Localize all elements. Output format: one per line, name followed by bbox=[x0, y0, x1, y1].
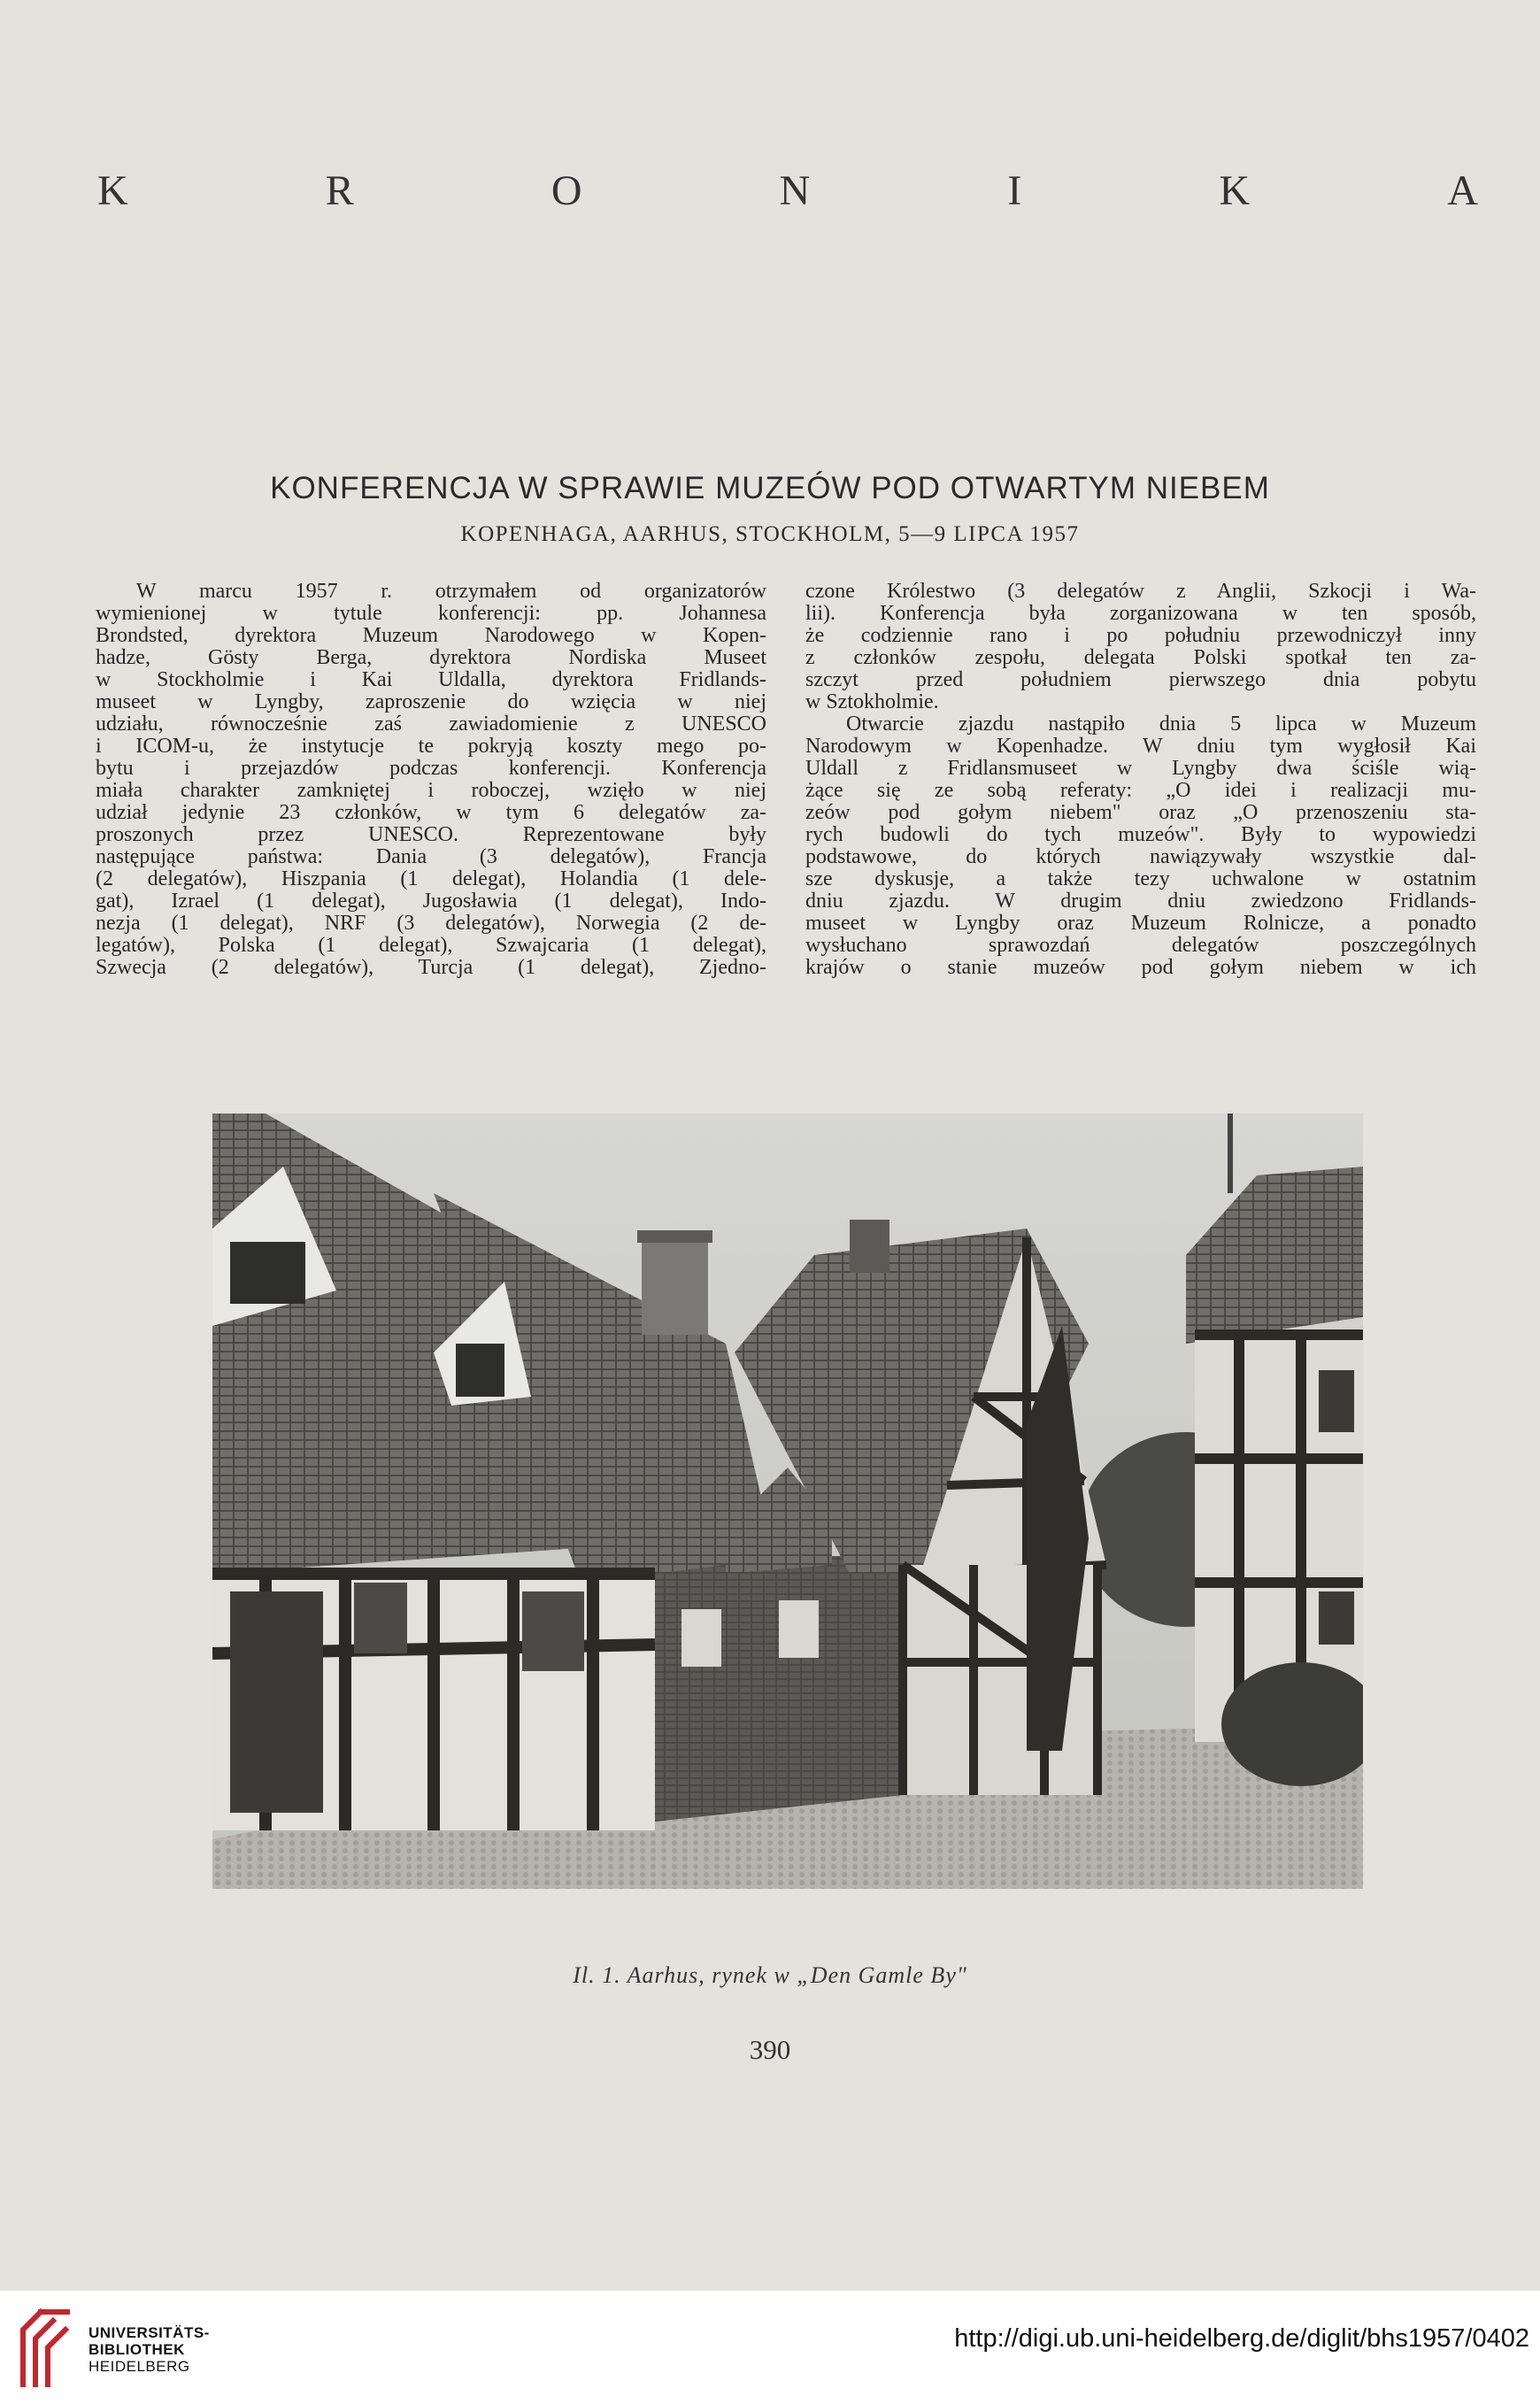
text-line: i ICOM-u, że instytucje te pokryją koszty mego po- bbox=[96, 735, 766, 758]
text-line: (2 delegatów), Hiszpania (1 delegat), Holandia (1 dele- bbox=[96, 867, 766, 890]
text-line: następujące państwa: Dania (3 delegatów), Francja bbox=[96, 845, 766, 868]
text-line: udziału, równocześnie zaś zawiadomienie z UNESCO bbox=[96, 713, 766, 736]
article-subtitle: KOPENHAGA, AARHUS, STOCKHOLM, 5—9 LIPCA 1957 bbox=[460, 522, 1080, 546]
text-line: Uldall z Fridlansmuseet w Lyngby dwa ściśle wią- bbox=[805, 757, 1476, 780]
text-line: Narodowym w Kopenhadze. W dniu tym wygłosił Kai bbox=[805, 735, 1476, 758]
text-line: proszonych przez UNESCO. Reprezentowane były bbox=[96, 823, 766, 846]
text-line: że codziennie rano i po południu przewodniczył inny bbox=[805, 624, 1476, 647]
text-line: legatów), Polska (1 delegat), Szwajcaria (1 delegat), bbox=[96, 934, 766, 957]
text-line: w Stockholmie i Kai Uldalla, dyrektora Fridlands- bbox=[96, 668, 766, 691]
text-line: Brondsted, dyrektora Muzeum Narodowego w Kopen- bbox=[96, 624, 766, 647]
heading-letter: K bbox=[97, 167, 128, 214]
text-line: podstawowe, do których nawiązywały wszystkie dal- bbox=[805, 845, 1476, 868]
text-line: dniu zjazdu. W drugim dniu zwiedzono Fridlands- bbox=[805, 890, 1476, 913]
text-line: w Sztokholmie. bbox=[805, 690, 939, 713]
text-line: Szwecja (2 delegatów), Turcja (1 delegat), Zjedno- bbox=[96, 956, 766, 979]
heading-letter: I bbox=[1007, 167, 1022, 214]
library-line: BIBLIOTHEK bbox=[89, 2341, 185, 2358]
text-line: museet w Lyngby, zaproszenie do wzięcia w niej bbox=[96, 690, 766, 713]
text-line: udział jedynie 23 członków, w tym 6 delegatów za- bbox=[96, 801, 766, 824]
text-line: wymienionej w tytule konferencji: pp. Johannesa bbox=[96, 602, 766, 625]
text-line: zeów pod gołym niebem" oraz „O przenoszeniu sta- bbox=[805, 801, 1476, 824]
footer-bar bbox=[0, 2291, 1540, 2404]
text-column-right bbox=[805, 581, 1476, 979]
heading-letter: R bbox=[325, 167, 354, 214]
heading-letter: O bbox=[551, 167, 582, 214]
text-line: rych budowli do tych muzeów". Były to wypowiedzi bbox=[805, 823, 1476, 846]
library-name bbox=[89, 2324, 210, 2375]
text-line: nezja (1 delegat), NRF (3 delegatów), Norwegia (2 de- bbox=[96, 912, 766, 935]
library-line: HEIDELBERG bbox=[89, 2358, 190, 2375]
section-heading-kronika bbox=[97, 166, 1478, 220]
library-line: UNIVERSITÄTS- bbox=[89, 2324, 210, 2341]
text-line: sze dyskusje, a także tezy uchwalone w ostatnim bbox=[805, 867, 1476, 890]
text-column-left bbox=[96, 581, 766, 979]
text-line: W marcu 1957 r. otrzymałem od organizatorów bbox=[136, 580, 766, 603]
heading-letter: A bbox=[1447, 167, 1478, 214]
text-line: z członków zespołu, delegata Polski spotkał ten za- bbox=[805, 646, 1476, 669]
article-title: KONFERENCJA W SPRAWIE MUZEÓW POD OTWARTYM NIEBEM bbox=[270, 471, 1270, 505]
text-line: miała charakter zamkniętej i roboczej, wzięło w niej bbox=[96, 779, 766, 802]
page-number: 390 bbox=[749, 2034, 791, 2065]
university-library-logo-icon bbox=[14, 2303, 78, 2392]
photo-aarhus-market bbox=[212, 1113, 1363, 1889]
text-line: lii). Konferencja była zorganizowana w ten sposób, bbox=[805, 602, 1476, 625]
text-line: szczyt przed południem pierwszego dnia pobytu bbox=[805, 668, 1476, 691]
text-line: hadze, Gösty Berga, dyrektora Nordiska Museet bbox=[96, 646, 766, 669]
text-line: czone Królestwo (3 delegatów z Anglii, Szkocji i Wa- bbox=[805, 580, 1476, 603]
text-line: żące się ze sobą referaty: „O idei i realizacji mu- bbox=[805, 779, 1476, 802]
text-line: wysłuchano sprawozdań delegatów poszczególnych bbox=[805, 934, 1476, 957]
heading-letter: K bbox=[1219, 167, 1251, 214]
text-line: bytu i przejazdów podczas konferencji. Konferencja bbox=[96, 757, 766, 780]
heading-letter: N bbox=[779, 167, 811, 214]
figure-caption: Il. 1. Aarhus, rynek w „Den Gamle By" bbox=[573, 1962, 967, 1988]
text-line: gat), Izrael (1 delegat), Jugosławia (1 delegat), Indo- bbox=[96, 890, 766, 913]
permalink-url[interactable]: http://digi.ub.uni-heidelberg.de/diglit/bhs1957/0402 bbox=[954, 2324, 1529, 2353]
text-line: Otwarcie zjazdu nastąpiło dnia 5 lipca w Muzeum bbox=[846, 713, 1476, 736]
text-line: museet w Lyngby oraz Muzeum Rolnicze, a ponadto bbox=[805, 912, 1476, 935]
photo-illustration bbox=[212, 1113, 1363, 1889]
text-line: krajów o stanie muzeów pod gołym niebem w ich bbox=[805, 956, 1476, 979]
